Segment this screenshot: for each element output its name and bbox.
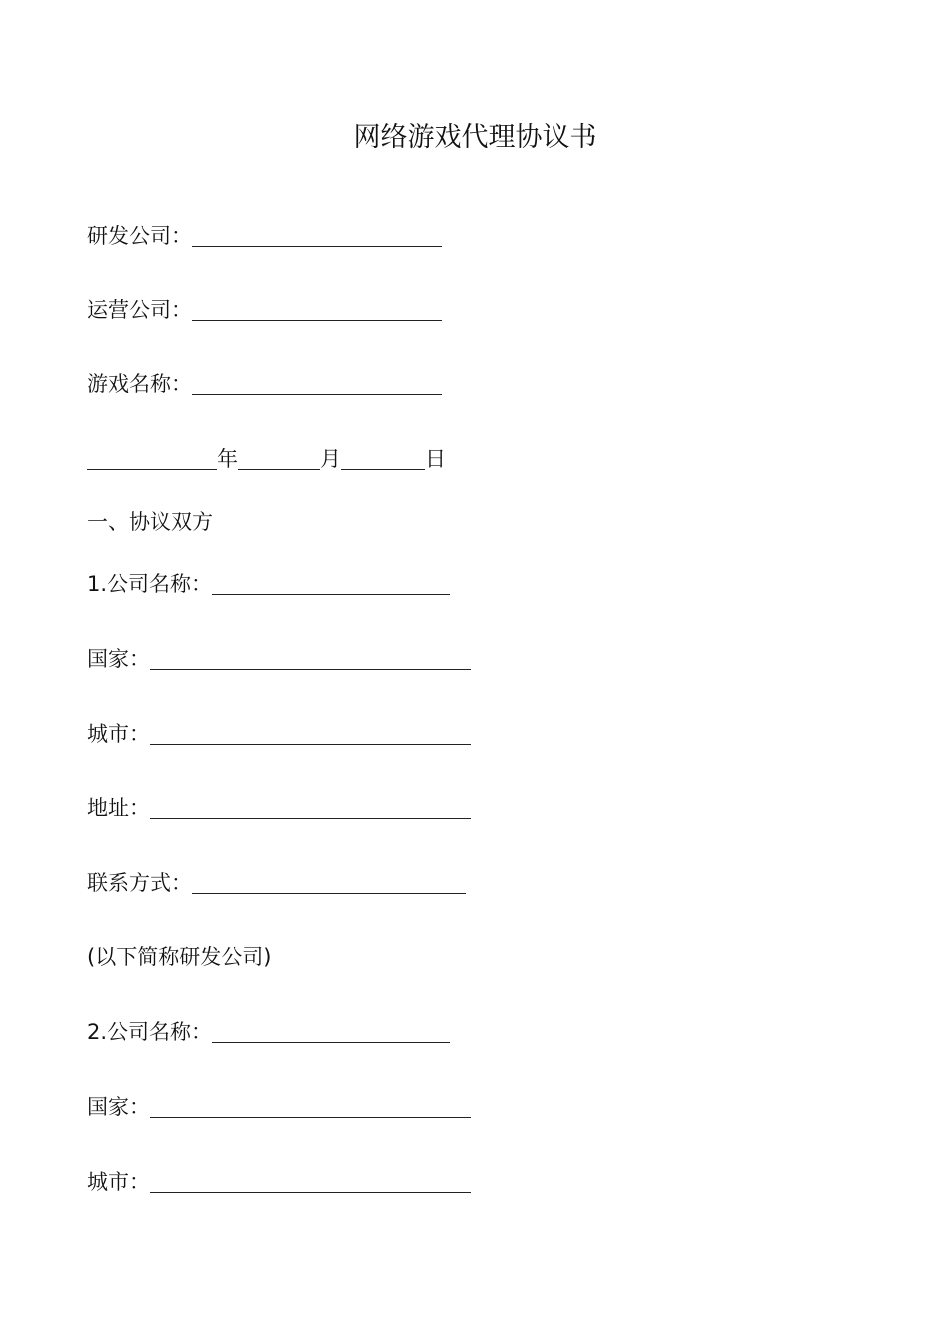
month-label: 月 — [320, 447, 341, 471]
party-2-city-label: 城市： — [87, 1170, 150, 1194]
party-2-city-blank[interactable] — [150, 1168, 471, 1193]
party-1-note — [87, 941, 271, 973]
party-1-company-label: 1.公司名称： — [87, 572, 213, 596]
party-1-city-label: 城市： — [87, 722, 150, 746]
party-2-city-field — [87, 1166, 471, 1198]
party-1-address-label: 地址： — [87, 796, 150, 820]
game-name-blank[interactable] — [192, 370, 442, 395]
party-1-contact-field — [87, 867, 466, 899]
day-blank[interactable] — [341, 445, 425, 470]
developer-company-blank[interactable] — [192, 222, 442, 247]
section-1-heading-text: 一、协议双方 — [87, 510, 213, 534]
party-1-contact-blank[interactable] — [192, 869, 466, 894]
developer-company-field — [87, 220, 442, 252]
party-1-country-blank[interactable] — [150, 645, 471, 670]
party-2-company-field — [87, 1016, 450, 1048]
party-1-address-blank[interactable] — [150, 794, 471, 819]
year-blank[interactable] — [87, 445, 217, 470]
operator-company-blank[interactable] — [192, 296, 442, 321]
party-1-note-text: (以下简称研发公司) — [87, 945, 272, 969]
party-1-city-field — [87, 718, 471, 750]
month-blank[interactable] — [238, 445, 320, 470]
operator-company-label: 运营公司： — [87, 298, 192, 322]
party-1-contact-label: 联系方式： — [87, 871, 192, 895]
day-label: 日 — [425, 447, 446, 471]
party-2-country-label: 国家： — [87, 1095, 150, 1119]
party-1-country-field — [87, 643, 471, 675]
operator-company-field — [87, 294, 442, 326]
party-1-address-field — [87, 792, 471, 824]
game-name-field — [87, 368, 442, 400]
party-2-country-blank[interactable] — [150, 1093, 471, 1118]
party-2-country-field — [87, 1091, 471, 1123]
developer-company-label: 研发公司： — [87, 224, 192, 248]
section-1-heading — [87, 506, 213, 538]
date-line — [87, 443, 446, 475]
year-label: 年 — [217, 447, 238, 471]
party-1-company-blank[interactable] — [212, 570, 450, 595]
party-1-country-label: 国家： — [87, 647, 150, 671]
party-1-company-field — [87, 568, 450, 600]
game-name-label: 游戏名称： — [87, 372, 192, 396]
party-2-company-label: 2.公司名称： — [87, 1020, 213, 1044]
party-1-city-blank[interactable] — [150, 720, 471, 745]
document-title: 网络游戏代理协议书 — [353, 122, 597, 153]
party-2-company-blank[interactable] — [212, 1018, 450, 1043]
